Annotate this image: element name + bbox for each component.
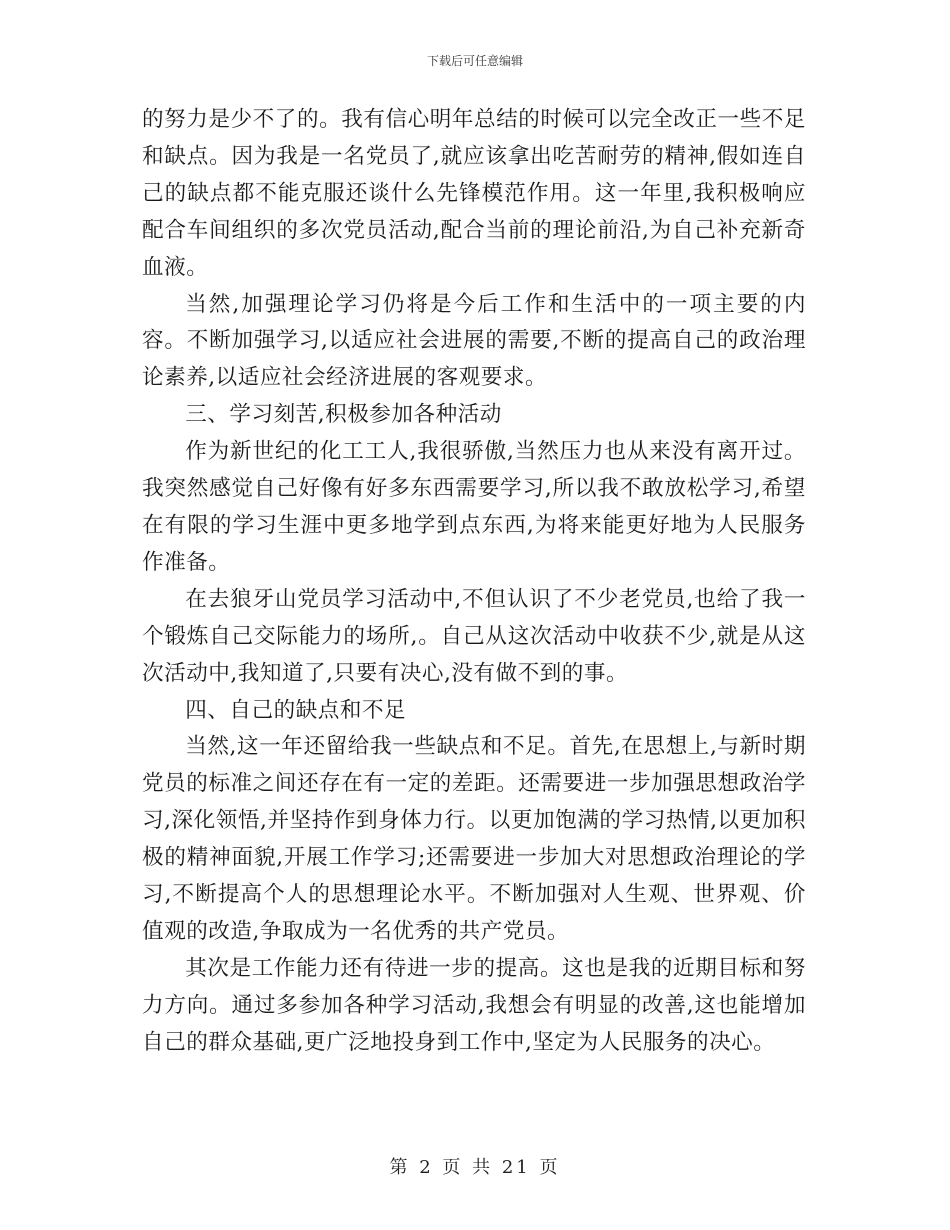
page-header-note: 下载后可任意编辑 bbox=[426, 54, 523, 68]
paragraph-work-ability: 其次是工作能力还有待进一步的提高。这也是我的近期目标和努力方向。通过多参加各种学习活动,我想会有明显的改善,这也能增加自己的群众基础,更广泛地投身到工作中,坚定为人民服务的决心。 bbox=[142, 955, 806, 1055]
paragraph-chemical-worker: 作为新世纪的化工工人,我很骄傲,当然压力也从来没有离开过。我突然感觉自己好像有好多东西需要学习,所以我不敢放松学习,希望在有限的学习生涯中更多地学到点东西,为将来能更好地为人民服务作准备。 bbox=[142, 439, 806, 575]
page-number: 第 2 页 共 21 页 bbox=[389, 1157, 561, 1178]
paragraph-langya-activity: 在去狼牙山党员学习活动中,不但认识了不少老党员,也给了我一个锻炼自己交际能力的场所,。自己从这次活动中收获不少,就是从这次活动中,我知道了,只要有决心,没有做不到的事。 bbox=[142, 586, 806, 686]
section-heading-3: 三、学习刻苦,积极参加各种活动 bbox=[185, 402, 502, 428]
paragraph-theory-study: 当然,加强理论学习仍将是今后工作和生活中的一项主要的内容。不断加强学习,以适应社会进展的需要,不断的提高自己的政治理论素养,以适应社会经济进展的客观要求。 bbox=[142, 291, 806, 391]
document-body bbox=[142, 102, 806, 1062]
paragraph-shortcomings: 当然,这一年还留给我一些缺点和不足。首先,在思想上,与新时期党员的标准之间还存在有一定的差距。还需要进一步加强思想政治学习,深化领悟,并坚持作到身体力行。以更加饱满的学习热情,以更加积极的精神面貌,开展工作学习;还需要进一步加大对思想政治理论的学习,不断提高个人的思想理论水平。不断加强对人生观、世界观、价值观的改造,争取成为一名优秀的共产党员。 bbox=[142, 734, 806, 944]
paragraph-continuation: 的努力是少不了的。我有信心明年总结的时候可以完全改正一些不足和缺点。因为我是一名党员了,就应该拿出吃苦耐劳的精神,假如连自己的缺点都不能克服还谈什么先锋模范作用。这一年里,我积极响应配合车间组织的多次党员活动,配合当前的理论前沿,为自己补充新奇血液。 bbox=[142, 107, 806, 280]
section-heading-4: 四、自己的缺点和不足 bbox=[185, 697, 407, 723]
